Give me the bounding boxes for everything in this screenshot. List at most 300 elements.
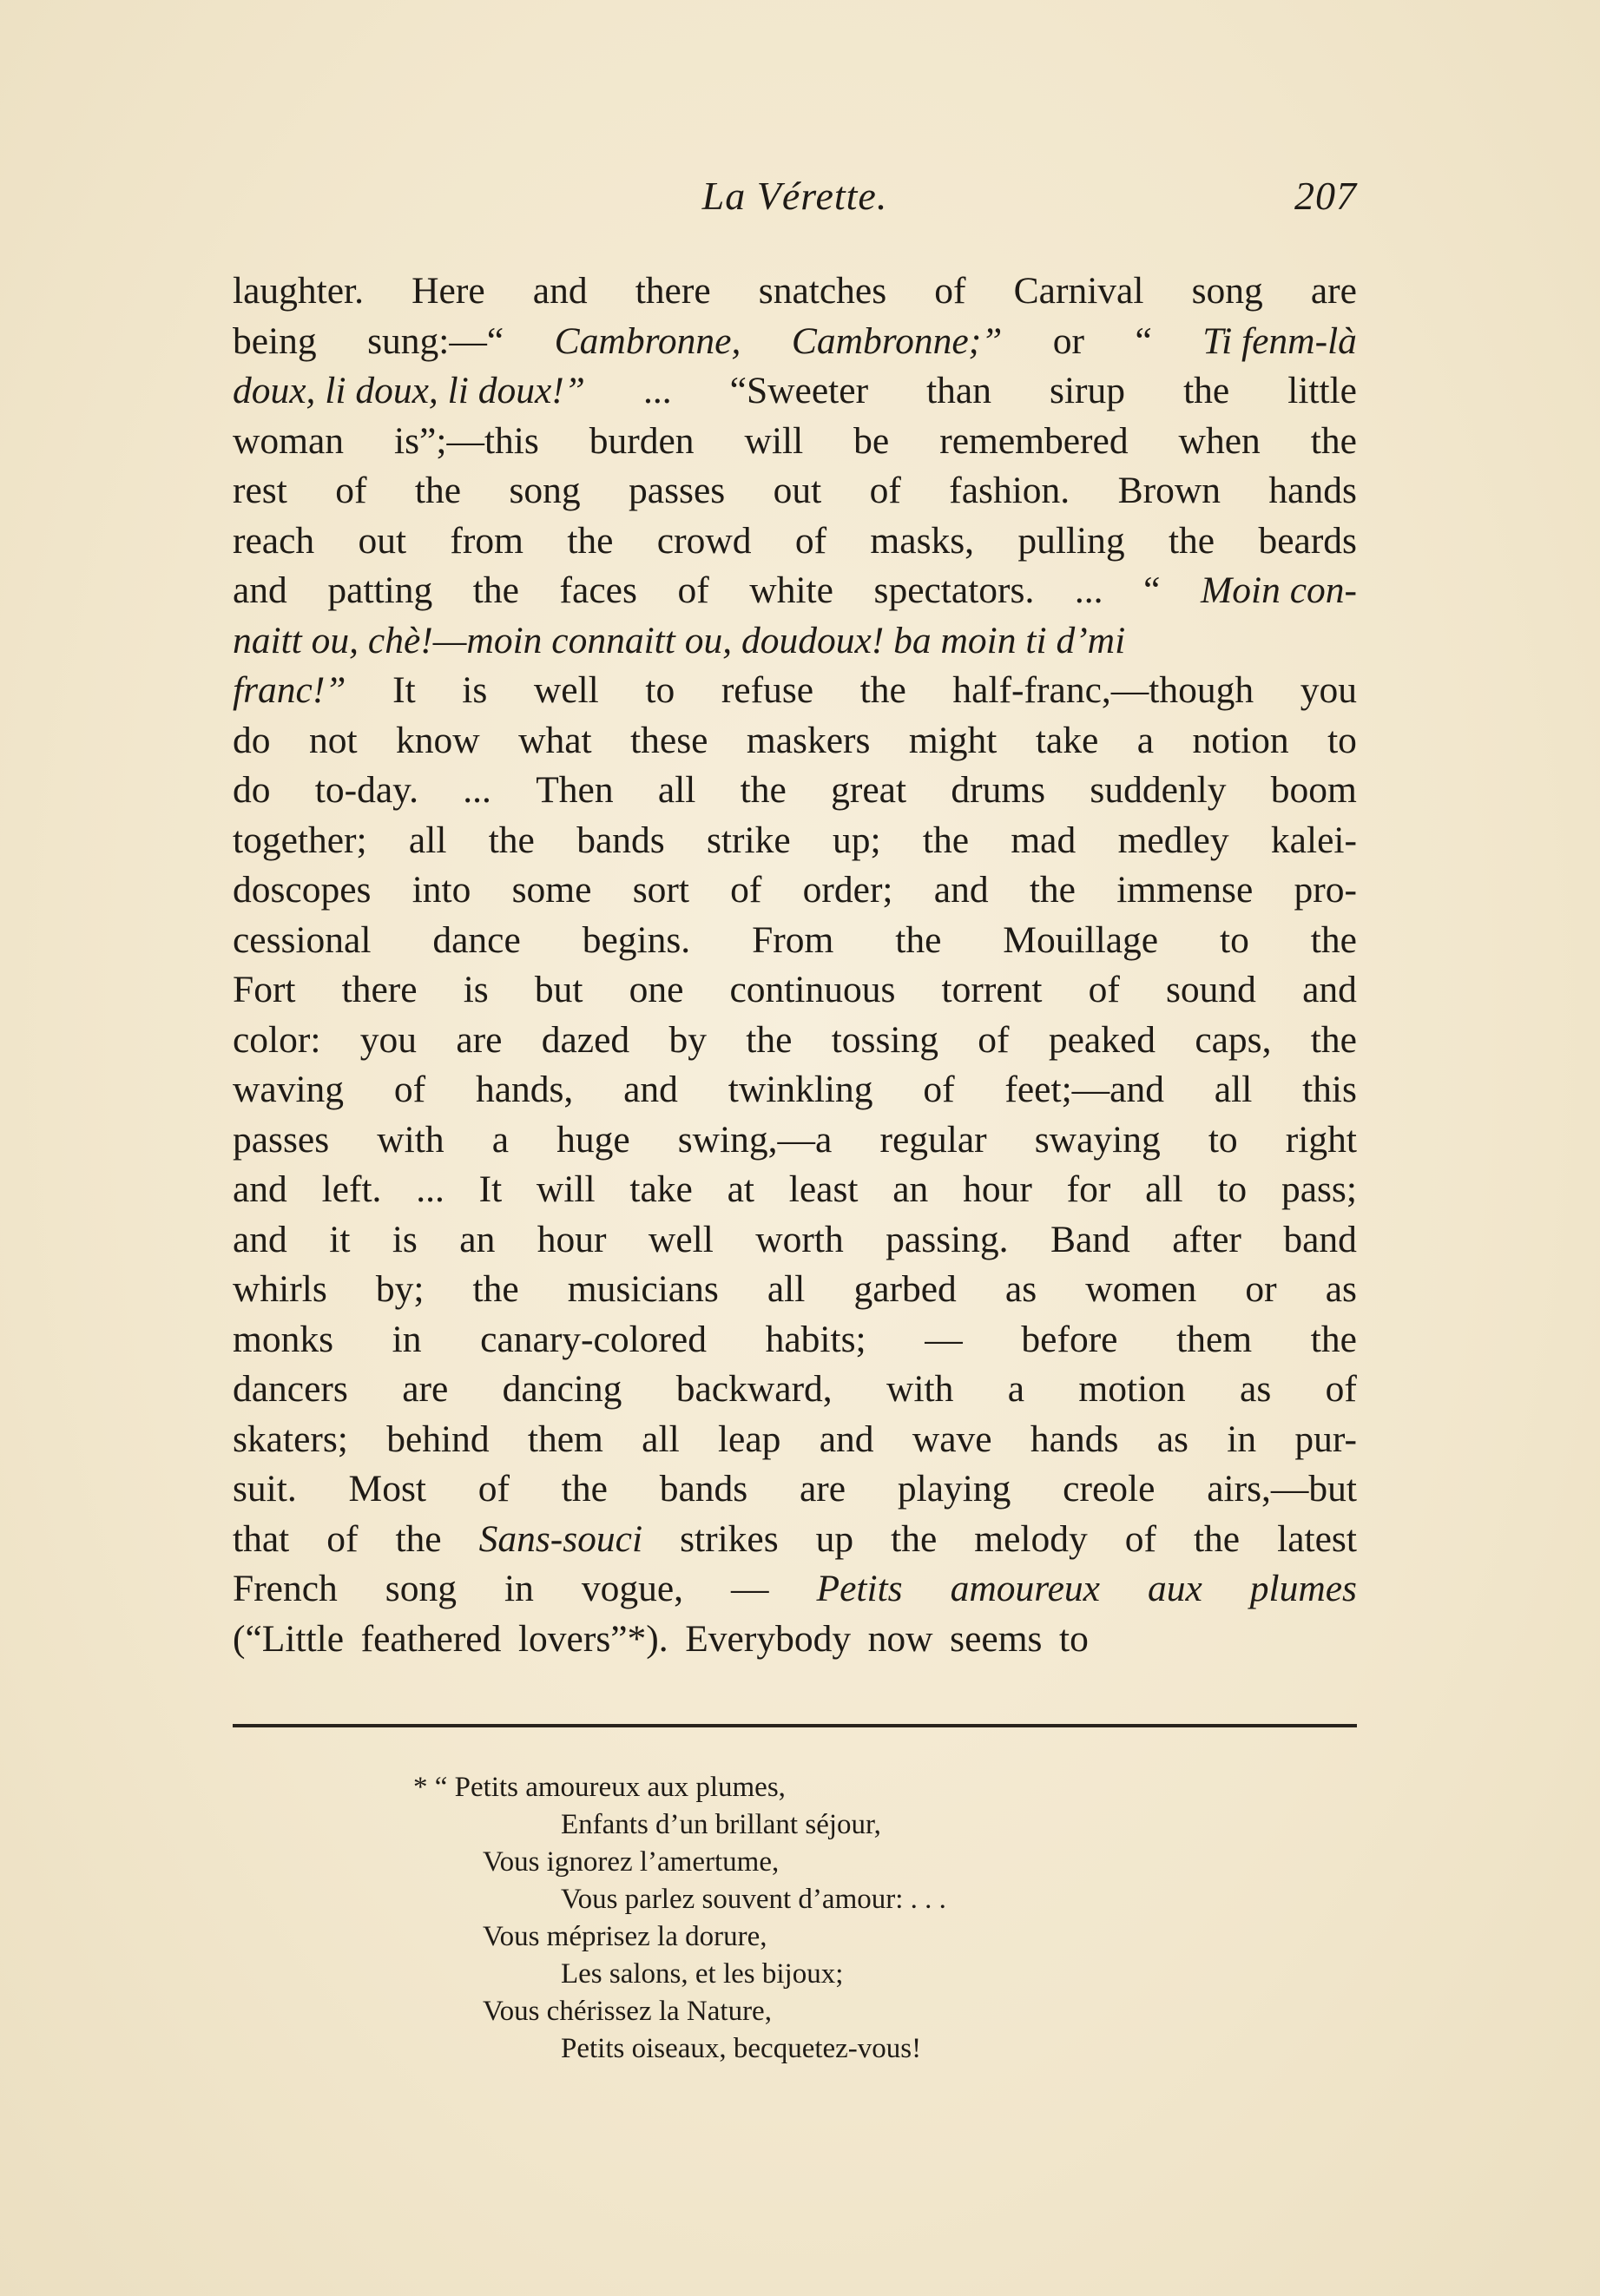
word: passes <box>629 470 726 511</box>
word: dancing <box>502 1368 622 1410</box>
text-line <box>233 1415 1357 1465</box>
text-line <box>233 1564 1357 1615</box>
footnote <box>413 1769 1195 2068</box>
word: sort <box>632 869 689 911</box>
word: the <box>1310 918 1357 961</box>
word: of <box>923 1069 955 1110</box>
word: Cambronne;” <box>791 319 1003 362</box>
word: waving <box>233 1069 345 1110</box>
footnote-line: Enfants d’un brillant séjour, <box>561 1809 881 1840</box>
word: is <box>463 969 489 1010</box>
word: in <box>1227 1418 1257 1460</box>
word: an <box>892 1168 929 1210</box>
word: to <box>1327 719 1357 761</box>
word: ... <box>463 769 491 811</box>
word: “ <box>1143 569 1161 611</box>
word: the <box>395 1517 442 1560</box>
word: by <box>668 1018 707 1061</box>
word: Band <box>1050 1218 1130 1260</box>
word: franc!” <box>233 669 346 711</box>
word: notion <box>1192 719 1289 761</box>
word: it <box>329 1218 351 1260</box>
word: mad <box>1011 819 1077 861</box>
word: burden <box>589 419 695 462</box>
word: the <box>859 669 906 711</box>
word: the <box>746 1018 793 1061</box>
word: hands <box>1268 470 1357 511</box>
word: to-day. <box>314 769 418 811</box>
word: of <box>677 569 709 611</box>
word: and <box>233 1218 287 1260</box>
word: is <box>392 1218 418 1260</box>
word: patting <box>327 569 433 611</box>
word: of <box>393 1069 426 1110</box>
text-line <box>233 766 1357 816</box>
word: crowd <box>656 519 752 562</box>
word: the <box>895 918 942 961</box>
word: Ti fenm-là <box>1202 319 1357 362</box>
word: Cambronne, <box>554 319 741 362</box>
word: hour <box>537 1218 607 1260</box>
word: latest <box>1277 1517 1357 1560</box>
word: Carnival <box>1013 270 1144 312</box>
word: melody <box>974 1517 1088 1560</box>
footnote-line: Les salons, et les bijoux; <box>561 1958 844 1990</box>
word: “Sweeter <box>729 370 869 411</box>
word: what <box>518 719 592 761</box>
word: into <box>412 869 471 911</box>
word: and <box>623 1069 678 1110</box>
word: as <box>1004 1268 1037 1310</box>
word: the <box>472 569 519 611</box>
word: order; <box>802 869 893 911</box>
footnote-line: * “ Petits amoureux aux plumes, <box>413 1772 786 1803</box>
word: strike <box>707 819 791 861</box>
text-line <box>233 1215 1357 1266</box>
running-title: La Vérette. <box>701 174 888 218</box>
text-line <box>233 1315 1357 1365</box>
word: or <box>1052 319 1085 362</box>
word: ... <box>1074 569 1103 611</box>
word: hour <box>963 1168 1032 1210</box>
word: strikes <box>680 1517 779 1560</box>
word: canary-colored <box>480 1318 707 1360</box>
word: and <box>1302 969 1357 1010</box>
word: of <box>978 1018 1010 1061</box>
word: white <box>749 569 833 611</box>
word: when <box>1178 419 1261 462</box>
word: well <box>533 669 599 711</box>
footnote-line: Vous méprisez la dorure, <box>483 1921 767 1952</box>
word: airs,—but <box>1207 1468 1357 1510</box>
text-line <box>233 716 1357 766</box>
word: being <box>233 319 317 362</box>
word: Petits <box>816 1568 903 1609</box>
word: suit. <box>233 1468 297 1510</box>
text-line <box>233 317 1357 367</box>
word: a <box>491 1118 509 1161</box>
word: and <box>933 869 989 911</box>
word: all <box>408 819 447 861</box>
word: to <box>1208 1118 1238 1161</box>
word: kalei- <box>1270 819 1357 861</box>
word: pro- <box>1294 869 1357 911</box>
text-line <box>233 1115 1357 1166</box>
word: of <box>1124 1517 1156 1560</box>
word: with <box>377 1118 444 1161</box>
word: well <box>648 1218 714 1260</box>
word: that <box>233 1517 290 1560</box>
word: is”;—this <box>394 419 539 462</box>
word: peaked <box>1048 1018 1156 1061</box>
word: these <box>630 719 708 761</box>
text-line <box>233 1016 1357 1066</box>
footnote-line: Petits oiseaux, becquetez-vous! <box>561 2033 922 2064</box>
word: the <box>1168 519 1215 562</box>
word: From <box>752 918 834 961</box>
word: worth <box>755 1218 844 1260</box>
word: are <box>1310 270 1357 312</box>
word: a <box>1136 719 1155 761</box>
word: least <box>788 1168 859 1210</box>
word: are <box>800 1468 846 1510</box>
word: song <box>385 1568 457 1609</box>
word: little <box>1287 370 1357 411</box>
word: Then <box>536 769 614 811</box>
word: suddenly <box>1090 769 1227 811</box>
word: is <box>462 669 488 711</box>
word: Most <box>348 1468 426 1510</box>
word: the <box>1193 1517 1241 1560</box>
word: sound <box>1166 969 1256 1010</box>
text-line <box>233 266 1357 317</box>
text-line <box>233 965 1357 1016</box>
word: them <box>527 1418 603 1460</box>
word: maskers <box>746 719 871 761</box>
word: continuous <box>729 969 896 1010</box>
word: right <box>1285 1118 1357 1161</box>
word: torrent <box>941 969 1043 1010</box>
word: snatches <box>758 270 887 312</box>
word: pur- <box>1294 1418 1357 1460</box>
word: drums <box>951 769 1046 811</box>
word: than <box>926 370 991 411</box>
word: dance <box>432 918 521 961</box>
word: of <box>730 869 762 911</box>
word: do <box>233 769 271 811</box>
word: will <box>744 419 804 462</box>
word: the <box>567 519 614 562</box>
word: some <box>511 869 592 911</box>
word: all <box>642 1418 680 1460</box>
word: of <box>869 470 901 511</box>
text-line <box>233 1265 1357 1315</box>
word: spectators. <box>873 569 1035 611</box>
word: hands, <box>475 1069 574 1110</box>
word: for <box>1066 1168 1111 1210</box>
word: in <box>392 1318 422 1360</box>
word: ... <box>642 370 672 411</box>
word: beards <box>1258 519 1357 562</box>
word: doscopes <box>233 869 372 911</box>
word: It <box>478 1168 503 1210</box>
word: rest <box>233 470 287 511</box>
word: swaying <box>1034 1118 1161 1161</box>
word: are <box>402 1368 449 1410</box>
word: of <box>326 1517 359 1560</box>
word: you <box>1300 669 1357 711</box>
text-line <box>233 417 1357 467</box>
word: Mouillage <box>1003 918 1159 961</box>
word: the <box>922 819 970 861</box>
word: take <box>629 1168 693 1210</box>
word: musicians <box>567 1268 719 1310</box>
word: be <box>853 419 890 462</box>
word: all <box>657 769 696 811</box>
word: — <box>731 1568 769 1609</box>
word: as <box>1325 1268 1357 1310</box>
word: after <box>1172 1218 1241 1260</box>
word: in <box>504 1568 534 1609</box>
word: the <box>414 470 462 511</box>
word: are <box>456 1018 503 1061</box>
word: you <box>359 1018 418 1061</box>
word: of <box>1088 969 1120 1010</box>
word: caps, <box>1195 1018 1272 1061</box>
word: motion <box>1078 1368 1186 1410</box>
text-line <box>233 1515 1357 1565</box>
word: will <box>536 1168 596 1210</box>
word: seems <box>950 1617 1043 1660</box>
word: dancers <box>233 1368 348 1410</box>
word: the <box>740 769 787 811</box>
word: hands <box>1030 1418 1119 1460</box>
word: and <box>233 569 287 611</box>
word: laughter. <box>233 270 364 312</box>
word: feathered <box>360 1617 502 1660</box>
text-line <box>233 566 1357 616</box>
word: swing,—a <box>677 1118 833 1161</box>
word: cessional <box>233 918 372 961</box>
word: woman <box>233 419 345 462</box>
word: women <box>1085 1268 1197 1310</box>
word: the <box>488 819 535 861</box>
word: all <box>1214 1069 1253 1110</box>
word: them <box>1176 1318 1253 1360</box>
word: from <box>450 519 523 562</box>
word: Moin con- <box>1201 569 1357 611</box>
word: behind <box>386 1418 490 1460</box>
text-line <box>233 865 1357 916</box>
word: pass; <box>1281 1168 1357 1210</box>
word: do <box>233 719 271 761</box>
text-line <box>233 1464 1357 1515</box>
word: there <box>635 270 711 312</box>
word: half-franc,—though <box>952 669 1254 711</box>
text-line <box>233 616 1357 667</box>
word: of <box>794 519 827 562</box>
word: refuse <box>721 669 814 711</box>
word: It <box>392 669 416 711</box>
running-head <box>233 170 1357 222</box>
body-text <box>233 266 1357 1664</box>
word: Here <box>412 270 485 312</box>
word: (“Little <box>233 1617 345 1660</box>
word: there <box>341 969 418 1010</box>
word: as <box>1240 1368 1272 1410</box>
word: Everybody <box>685 1617 852 1660</box>
word: of <box>934 270 966 312</box>
word: Brown <box>1117 470 1221 511</box>
footnote-line: Vous chérissez la Nature, <box>483 1996 772 2027</box>
word: wave <box>912 1418 992 1460</box>
word: begins. <box>582 918 691 961</box>
word: to <box>1059 1617 1089 1660</box>
word: with <box>886 1368 954 1410</box>
word: one <box>629 969 684 1010</box>
word: the <box>1310 1018 1357 1061</box>
word: now <box>867 1617 933 1660</box>
word: together; <box>233 819 367 861</box>
word: tossing <box>831 1018 938 1061</box>
footnote-rule <box>233 1724 1357 1727</box>
word: whirls <box>233 1268 327 1310</box>
word: garbed <box>853 1268 957 1310</box>
word: to <box>1220 918 1249 961</box>
word: out <box>358 519 407 562</box>
word: of <box>477 1468 510 1510</box>
word: all <box>767 1268 806 1310</box>
word: as <box>1156 1418 1188 1460</box>
word: backward, <box>675 1368 833 1410</box>
word: feet;—and <box>1004 1069 1164 1110</box>
word: color: <box>233 1018 321 1061</box>
word: of <box>1325 1368 1357 1410</box>
word: know <box>395 719 480 761</box>
word: Sans-souci <box>478 1517 643 1560</box>
word: not <box>308 719 358 761</box>
word: the <box>561 1468 608 1510</box>
word: plumes <box>1249 1568 1357 1609</box>
footnote-line: Vous ignorez l’amertume, <box>483 1846 780 1878</box>
word: the <box>1029 869 1076 911</box>
text-line <box>233 1365 1357 1415</box>
word: naitt ou, chè!—moin connaitt ou, doudoux! ba moin ti d’mi <box>233 619 1126 661</box>
word: medley <box>1117 819 1229 861</box>
word: faces <box>559 569 637 611</box>
word: might <box>908 719 998 761</box>
word: twinkling <box>728 1069 873 1110</box>
word: — <box>925 1318 963 1360</box>
word: the <box>472 1268 519 1310</box>
word: regular <box>879 1118 987 1161</box>
word: bands <box>659 1468 748 1510</box>
word: out <box>773 470 822 511</box>
word: band <box>1283 1218 1357 1260</box>
word: huge <box>556 1118 630 1161</box>
word: or <box>1245 1268 1277 1310</box>
word: masks, <box>870 519 975 562</box>
word: French <box>233 1568 338 1609</box>
text-line <box>233 816 1357 866</box>
word: take <box>1035 719 1099 761</box>
word: this <box>1302 1069 1357 1110</box>
word: by; <box>375 1268 425 1310</box>
word: sung:—“ <box>367 319 504 362</box>
word: sirup <box>1050 370 1126 411</box>
word: to <box>645 669 675 711</box>
word: leap <box>717 1418 781 1460</box>
word: Fort <box>233 969 296 1010</box>
word: of <box>335 470 367 511</box>
word: at <box>727 1168 754 1210</box>
word: creole <box>1063 1468 1156 1510</box>
word: up <box>815 1517 854 1560</box>
text-line <box>233 516 1357 567</box>
word: amoureux <box>950 1568 1100 1609</box>
word: ... <box>416 1168 444 1210</box>
word: the <box>1310 419 1357 462</box>
word: vogue, <box>581 1568 684 1609</box>
word: up; <box>832 819 881 861</box>
word: skaters; <box>233 1418 348 1460</box>
word: song <box>1191 270 1263 312</box>
word: pulling <box>1017 519 1125 562</box>
page-number: 207 <box>1294 174 1357 218</box>
word: all <box>1145 1168 1183 1210</box>
word: immense <box>1116 869 1254 911</box>
word: dazed <box>541 1018 630 1061</box>
text-line <box>233 666 1357 716</box>
text-line <box>233 1615 1357 1665</box>
word: “ <box>1135 319 1152 362</box>
word: lovers”*). <box>517 1617 668 1660</box>
word: monks <box>233 1318 334 1360</box>
word: the <box>1183 370 1230 411</box>
word: to <box>1217 1168 1248 1210</box>
word: reach <box>233 519 315 562</box>
word: but <box>534 969 583 1010</box>
word: playing <box>897 1468 1011 1510</box>
word: great <box>831 769 907 811</box>
word: doux, li doux, li doux!” <box>233 370 585 411</box>
word: passing. <box>886 1218 1009 1260</box>
word: a <box>1007 1368 1025 1410</box>
word: bands <box>576 819 665 861</box>
word: left. <box>321 1168 382 1210</box>
word: aux <box>1147 1568 1202 1609</box>
footnote-line: Vous parlez souvent d’amour: . . . <box>561 1884 946 1915</box>
word: and <box>819 1418 874 1460</box>
word: passes <box>233 1118 330 1161</box>
text-line <box>233 466 1357 516</box>
word: boom <box>1270 769 1357 811</box>
word: before <box>1021 1318 1118 1360</box>
word: fashion. <box>949 470 1070 511</box>
word: an <box>459 1218 496 1260</box>
text-line <box>233 1065 1357 1115</box>
word: and <box>233 1168 287 1210</box>
text-line <box>233 366 1357 417</box>
text-line <box>233 916 1357 966</box>
word: and <box>532 270 588 312</box>
word: the <box>1310 1318 1357 1360</box>
word: remembered <box>939 419 1129 462</box>
word: the <box>891 1517 938 1560</box>
text-line <box>233 1165 1357 1215</box>
word: habits; <box>765 1318 866 1360</box>
word: song <box>509 470 581 511</box>
